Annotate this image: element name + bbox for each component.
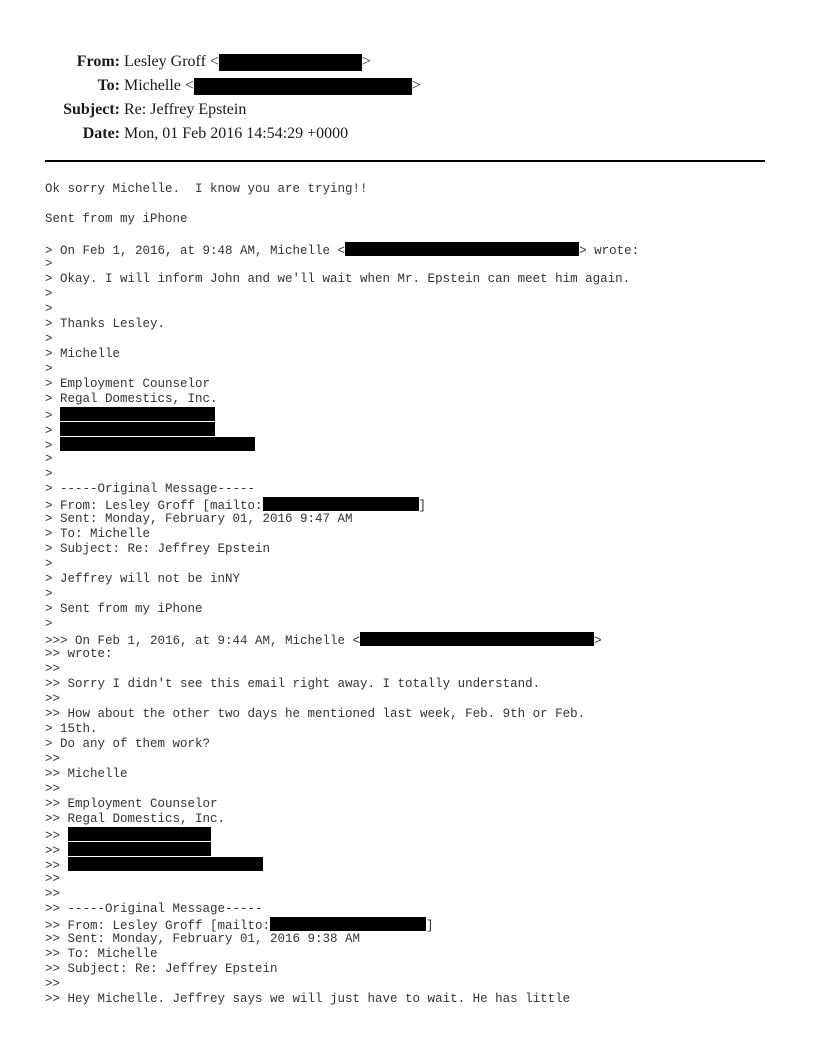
body-line-text: >> How about the other two days he mentioned last week, Feb. 9th or Feb. — [45, 707, 586, 721]
body-line-text: > — [45, 617, 53, 631]
body-line-text: > Sent: Monday, February 01, 2016 9:47 AM — [45, 512, 353, 526]
body-line — [45, 557, 785, 572]
body-line — [45, 242, 785, 257]
body-line-text: > — [45, 302, 53, 316]
body-line — [45, 812, 785, 827]
redacted-block — [360, 632, 594, 646]
body-line-text: > — [45, 424, 61, 438]
subject-label: Subject: — [63, 101, 120, 118]
body-line — [45, 782, 785, 797]
body-line-text: >> Employment Counselor — [45, 797, 218, 811]
redacted-block — [68, 827, 211, 841]
body-line — [45, 347, 785, 362]
body-line-text: > — [45, 557, 53, 571]
body-line-text: >> Michelle — [45, 767, 128, 781]
body-line-text: Sent from my iPhone — [45, 212, 188, 226]
body-line-text: >> — [45, 829, 68, 843]
body-line — [45, 602, 785, 617]
body-line-tail: > — [594, 634, 602, 648]
body-line-text: > — [45, 362, 53, 376]
email-body — [45, 182, 785, 1007]
body-line-text: > From: Lesley Groff [mailto: — [45, 499, 263, 513]
body-line — [45, 827, 785, 842]
date-value: Mon, 01 Feb 2016 14:54:29 +0000 — [124, 125, 349, 142]
body-line — [45, 707, 785, 722]
from-row — [0, 52, 816, 76]
body-line-text: >> — [45, 872, 61, 886]
body-line — [45, 932, 785, 947]
body-line-text: >>> On Feb 1, 2016, at 9:44 AM, Michelle < — [45, 634, 361, 648]
body-line-text: > — [45, 439, 61, 453]
body-line — [45, 377, 785, 392]
redacted-block — [345, 242, 579, 256]
body-line-text: > Thanks Lesley. — [45, 317, 166, 331]
date-label: Date: — [82, 125, 120, 142]
body-line — [45, 317, 785, 332]
body-line-text: > Employment Counselor — [45, 377, 211, 391]
body-line — [45, 962, 785, 977]
body-line — [45, 917, 785, 932]
redacted-block — [60, 422, 215, 436]
body-line-text: > Michelle — [45, 347, 121, 361]
body-line — [45, 872, 785, 887]
body-line — [45, 857, 785, 872]
redacted-block — [263, 497, 419, 511]
body-line-text: > Sent from my iPhone — [45, 602, 203, 616]
body-line — [45, 257, 785, 272]
from-value — [124, 52, 371, 72]
body-line-text: > Regal Domestics, Inc. — [45, 392, 218, 406]
email-header — [0, 52, 816, 148]
body-line — [45, 227, 785, 242]
body-line-tail: ] — [426, 919, 434, 933]
body-line — [45, 662, 785, 677]
body-line — [45, 767, 785, 782]
body-line — [45, 512, 785, 527]
body-line — [45, 212, 785, 227]
body-line — [45, 287, 785, 302]
body-line — [45, 197, 785, 212]
body-line — [45, 752, 785, 767]
body-line-text: >> Sorry I didn't see this email right away. I totally understand. — [45, 677, 541, 691]
body-line — [45, 182, 785, 197]
from-name: Lesley Groff < — [124, 53, 219, 70]
body-line — [45, 587, 785, 602]
body-line-text: > To: Michelle — [45, 527, 151, 541]
body-line — [45, 692, 785, 707]
body-line — [45, 482, 785, 497]
body-line — [45, 437, 785, 452]
body-line-text: > On Feb 1, 2016, at 9:48 AM, Michelle < — [45, 244, 346, 258]
redacted-block — [219, 54, 362, 71]
body-line-text: >> Subject: Re: Jeffrey Epstein — [45, 962, 278, 976]
subject-row — [0, 100, 816, 124]
body-line-text: >> -----Original Message----- — [45, 902, 263, 916]
body-line-tail: ] — [418, 499, 427, 513]
body-line — [45, 632, 785, 647]
body-line — [45, 902, 785, 917]
body-line-text: > Subject: Re: Jeffrey Epstein — [45, 542, 271, 556]
body-line-text: > 15th. — [45, 722, 98, 736]
body-line — [45, 302, 785, 317]
body-line — [45, 467, 785, 482]
body-line-text: >> — [45, 662, 61, 676]
to-label: To: — [97, 77, 120, 94]
body-line-text: >> Sent: Monday, February 01, 2016 9:38 AM — [45, 932, 361, 946]
body-line-text: >> Hey Michelle. Jeffrey says we will just have to wait. He has little — [45, 992, 571, 1006]
date-row — [0, 124, 816, 148]
body-line-text: > — [45, 409, 61, 423]
body-line-text: >> — [45, 887, 61, 901]
body-line-text: >> — [45, 859, 68, 873]
redacted-block — [68, 857, 263, 871]
body-line — [45, 392, 785, 407]
body-line-tail: > wrote: — [579, 244, 640, 258]
body-line — [45, 842, 785, 857]
body-line-text: >> — [45, 844, 68, 858]
body-line — [45, 992, 785, 1007]
body-line-text: > Jeffrey will not be inNY — [45, 572, 241, 586]
body-line-text: >> — [45, 692, 61, 706]
body-line — [45, 527, 785, 542]
redacted-block — [60, 437, 255, 451]
to-value — [124, 76, 421, 96]
body-line-text: >> — [45, 977, 61, 991]
body-line — [45, 947, 785, 962]
body-line-text: Ok sorry Michelle. I know you are trying!! — [45, 182, 368, 196]
from-label: From: — [76, 53, 120, 70]
to-name: Michelle < — [124, 77, 194, 94]
body-line — [45, 647, 785, 662]
body-line-text: > — [45, 467, 53, 481]
body-line — [45, 272, 785, 287]
body-line-text: >> From: Lesley Groff [mailto: — [45, 919, 271, 933]
body-line — [45, 362, 785, 377]
body-line-text: > — [45, 452, 53, 466]
body-line-text: >> — [45, 782, 61, 796]
to-row — [0, 76, 816, 100]
body-line — [45, 617, 785, 632]
body-line — [45, 452, 785, 467]
header-divider — [45, 160, 765, 162]
body-line-text: > -----Original Message----- — [45, 482, 256, 496]
body-line — [45, 407, 785, 422]
to-end: > — [411, 77, 421, 94]
body-line-text: > — [45, 257, 53, 271]
body-line — [45, 572, 785, 587]
body-line-text: >> To: Michelle — [45, 947, 158, 961]
body-line — [45, 422, 785, 437]
body-line-text: >> — [45, 752, 61, 766]
body-line — [45, 977, 785, 992]
body-line — [45, 332, 785, 347]
redacted-block — [60, 407, 215, 421]
body-line-text: > — [45, 587, 53, 601]
body-line — [45, 497, 785, 512]
from-end: > — [361, 53, 371, 70]
body-line-text: >> Regal Domestics, Inc. — [45, 812, 226, 826]
body-line-text: > Okay. I will inform John and we'll wait when Mr. Epstein can meet him again. — [45, 272, 631, 286]
body-line-text: > Do any of them work? — [45, 737, 211, 751]
body-line-text: > — [45, 287, 53, 301]
body-line — [45, 887, 785, 902]
body-line — [45, 542, 785, 557]
body-line — [45, 677, 785, 692]
body-line-text: >> wrote: — [45, 647, 113, 661]
body-line — [45, 722, 785, 737]
body-line — [45, 797, 785, 812]
redacted-block — [68, 842, 211, 856]
redacted-block — [194, 78, 412, 95]
body-line-text: > — [45, 332, 53, 346]
subject-value: Re: Jeffrey Epstein — [124, 101, 247, 118]
redacted-block — [270, 917, 426, 931]
body-line — [45, 737, 785, 752]
